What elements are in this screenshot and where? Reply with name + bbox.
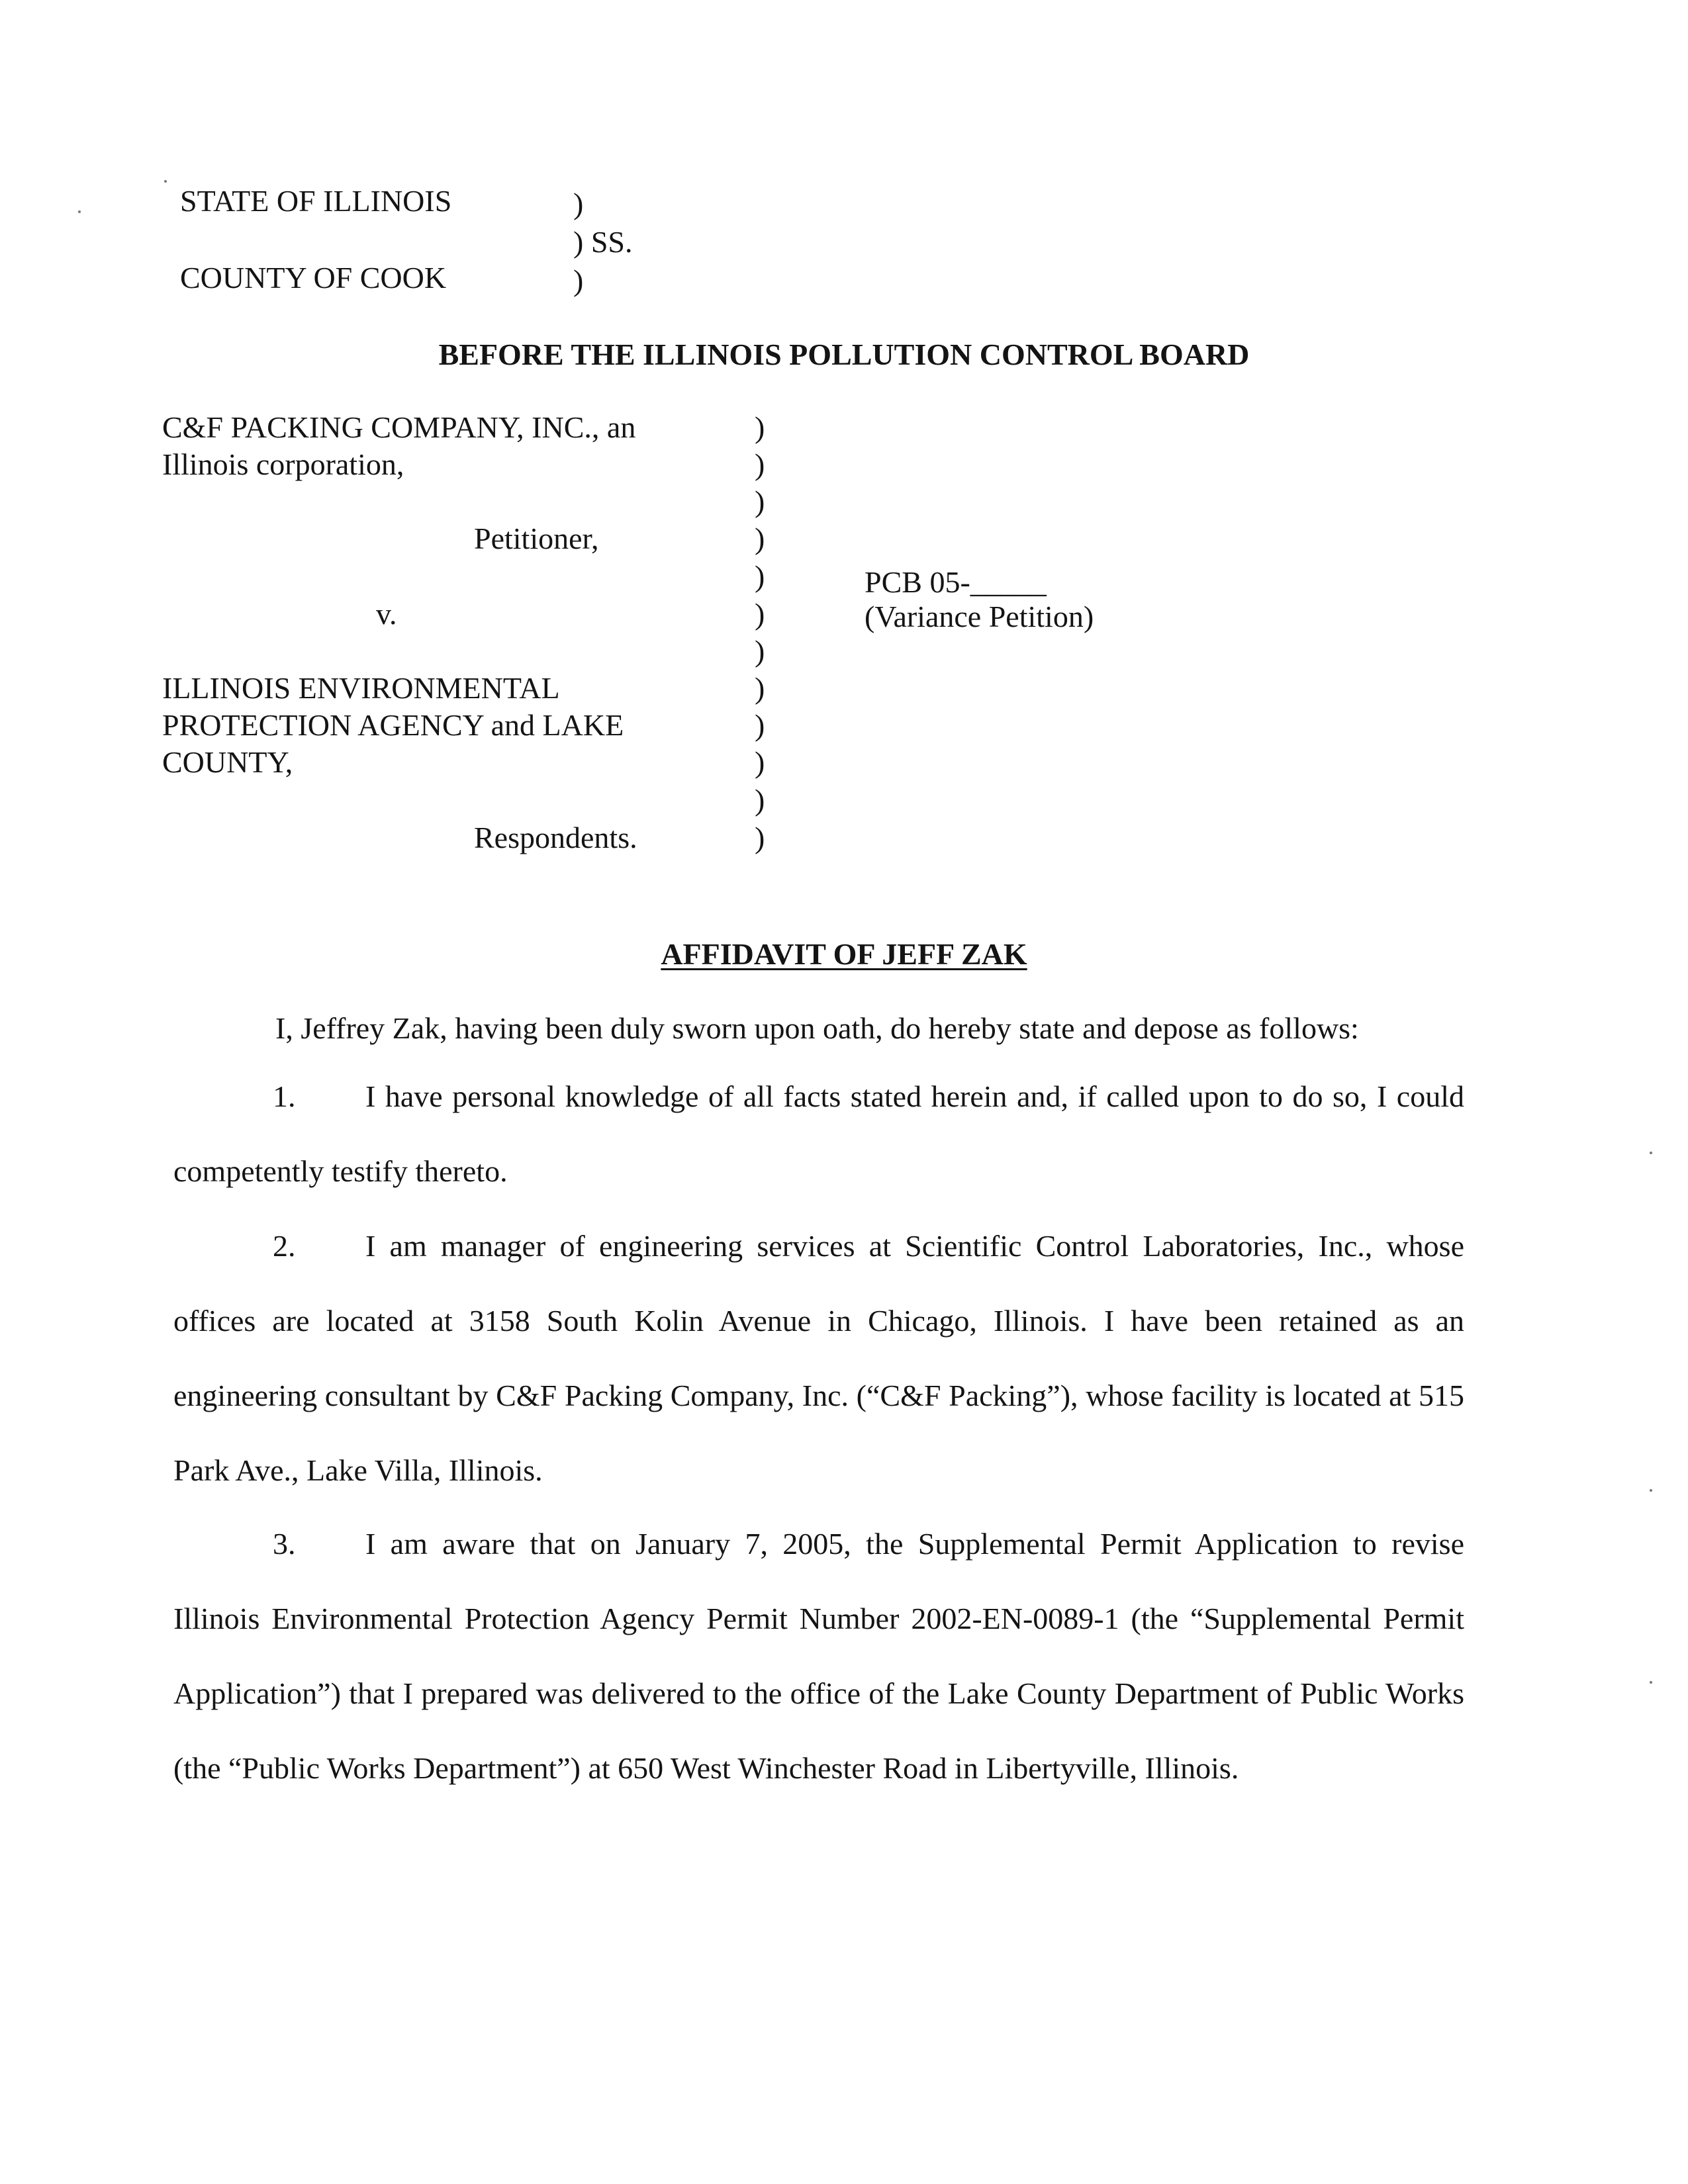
petitioner-role: Petitioner, [474, 522, 599, 555]
caption-paren: ) [755, 745, 765, 779]
petitioner-name-line2: Illinois corporation, [162, 447, 404, 481]
caption-paren: ) [755, 522, 765, 555]
scan-speck [1650, 1152, 1652, 1154]
paragraph-text: I am manager of engineering services at Scientific Control Laboratories, Inc., whose offices are located at 3158 South Kolin Avenue in Chicago, Illinois. I have been retained as an engineering consultant by C&F Packing Company, Inc. (“C&F Packing”), whose facility is located at 515 Park Ave., Lake Villa, Illinois. [173, 1229, 1464, 1487]
scan-speck [164, 180, 167, 183]
respondent-name-line2: PROTECTION AGENCY and LAKE [162, 708, 624, 742]
case-type: (Variance Petition) [865, 600, 1094, 633]
caption-paren: ) [755, 597, 765, 631]
paragraph-text: I have personal knowledge of all facts stated herein and, if called upon to do so, I could competently testify thereto. [173, 1079, 1464, 1188]
affidavit-paragraph [173, 1506, 1464, 1805]
respondent-name-line3: COUNTY, [162, 745, 293, 779]
caption-paren: ) [755, 783, 765, 817]
affidavit-paragraph [173, 1208, 1464, 1508]
case-number: PCB 05-_____ [865, 565, 1047, 599]
court-title: BEFORE THE ILLINOIS POLLUTION CONTROL BOARD [438, 338, 1250, 371]
respondent-name-line1: ILLINOIS ENVIRONMENTAL [162, 671, 560, 705]
petitioner-name-line1: C&F PACKING COMPANY, INC., an [162, 410, 636, 444]
scan-speck [1650, 1489, 1652, 1492]
affidavit-intro: I, Jeffrey Zak, having been duly sworn upon oath, do hereby state and depose as follows: [275, 1011, 1359, 1045]
scan-speck [78, 210, 81, 213]
caption-paren: ) [755, 484, 765, 518]
paragraph-number: 3. [273, 1527, 296, 1561]
caption-paren: ) [755, 447, 765, 481]
caption-paren: ) [755, 671, 765, 705]
venue-paren: ) [573, 187, 584, 220]
caption-paren: ) [755, 559, 765, 593]
paragraph-text: I am aware that on January 7, 2005, the Supplemental Permit Application to revise Illinois Environmental Protection Agency Permit Number 2002-EN-0089-1 (the “Supplemental Permit Application”) that I prepared was delivered to the office of the Lake County Department of Public Works (the “Public Works Department”) at 650 West Winchester Road in Libertyville, Illinois. [173, 1527, 1464, 1785]
affidavit-title: AFFIDAVIT OF JEFF ZAK [661, 937, 1027, 971]
venue-paren: ) [573, 263, 584, 297]
venue-state: STATE OF ILLINOIS [180, 184, 452, 218]
venue-county: COUNTY OF COOK [180, 261, 447, 295]
respondent-role: Respondents. [474, 821, 637, 854]
scan-speck [1650, 1681, 1652, 1684]
paragraph-number: 1. [273, 1079, 296, 1113]
paragraph-number: 2. [273, 1229, 296, 1263]
venue-ss: ) SS. [573, 225, 633, 259]
versus: v. [376, 597, 397, 631]
caption-paren: ) [755, 410, 765, 444]
caption-paren: ) [755, 821, 765, 854]
caption-paren: ) [755, 708, 765, 742]
caption-paren: ) [755, 634, 765, 668]
affidavit-paragraph [173, 1059, 1464, 1208]
